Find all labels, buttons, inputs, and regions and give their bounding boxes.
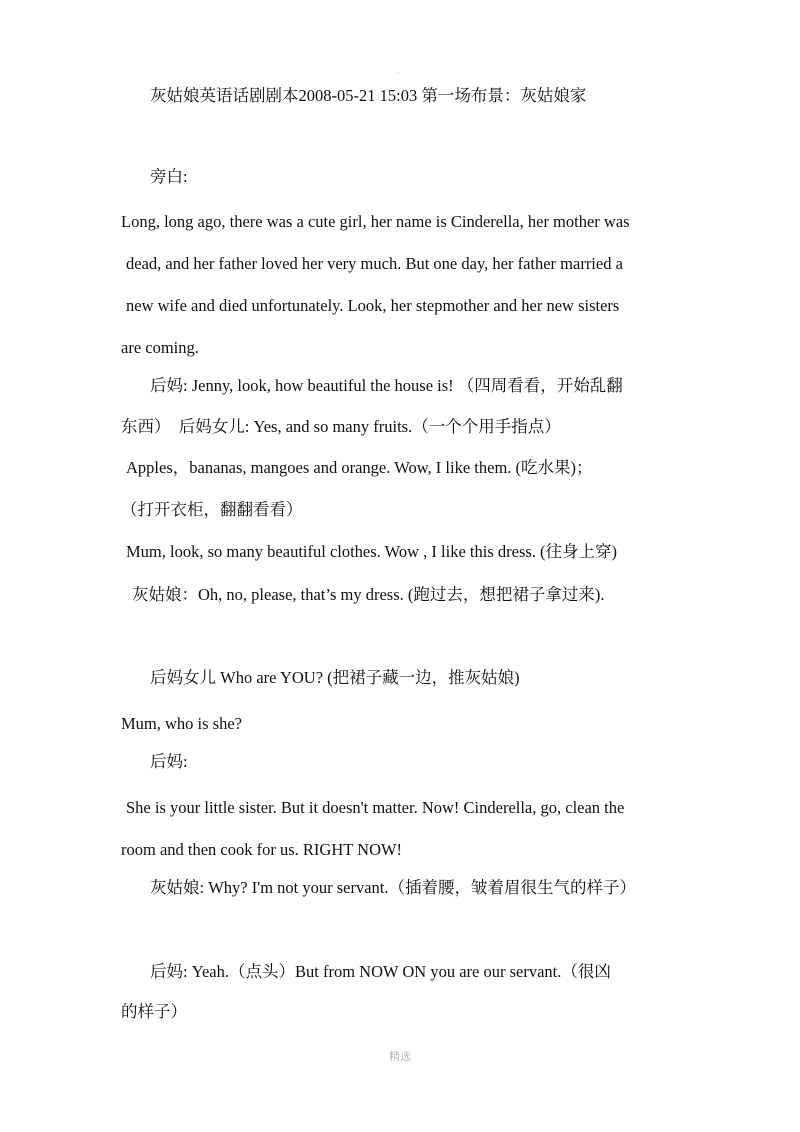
narration-line-1: Long, long ago, there was a cute girl, her name is Cinderella, her mother was xyxy=(121,212,630,231)
dialogue-line: Mum, look, so many beautiful clothes. Wow , I like this dress. (往身上穿) xyxy=(126,542,618,561)
document-title: 灰姑娘英语话剧剧本2008-05-21 15:03 第一场布景：灰姑娘家 xyxy=(150,86,587,105)
narration-line-3: new wife and died unfortunately. Look, her stepmother and her new sisters xyxy=(126,296,620,315)
dialogue-line: 后妈: Yeah.（点头）But from NOW ON you are our servant.（很凶 xyxy=(150,962,611,981)
dialogue-line: 灰姑娘: Why? I'm not your servant.（插着腰，皱着眉很生气的样子） xyxy=(150,878,637,897)
dialogue-line: 后妈: Jenny, look, how beautiful the house is! （四周看看，开始乱翻 xyxy=(150,376,623,395)
dialogue-line: 东西） 后妈女儿: Yes, and so many fruits.（一个个用手指点） xyxy=(121,417,561,436)
narration-line-4: are coming. xyxy=(121,338,199,357)
dialogue-line: Apples，bananas, mangoes and orange. Wow, I like them. (吃水果)； xyxy=(126,458,593,477)
stage-direction-line: （打开衣柜，翻翻看看） xyxy=(121,500,303,519)
top-dot: . xyxy=(397,66,399,75)
speaker-label: 后妈: xyxy=(150,752,188,771)
page-footer: 精选 xyxy=(389,1050,411,1063)
dialogue-line: 的样子） xyxy=(121,1002,187,1021)
narrator-label: 旁白: xyxy=(150,167,188,186)
dialogue-line: Mum, who is she? xyxy=(121,714,242,733)
dialogue-line: She is your little sister. But it doesn't matter. Now! Cinderella, go, clean the xyxy=(126,798,625,817)
narration-line-2: dead, and her father loved her very much. But one day, her father married a xyxy=(126,254,623,273)
dialogue-line: 后妈女儿 Who are YOU? (把裙子藏一边，推灰姑娘) xyxy=(150,668,520,687)
dialogue-line: 灰姑娘：Oh, no, please, that’s my dress. (跑过去，想把裙子拿过来). xyxy=(132,585,605,604)
dialogue-line: room and then cook for us. RIGHT NOW! xyxy=(121,840,403,859)
